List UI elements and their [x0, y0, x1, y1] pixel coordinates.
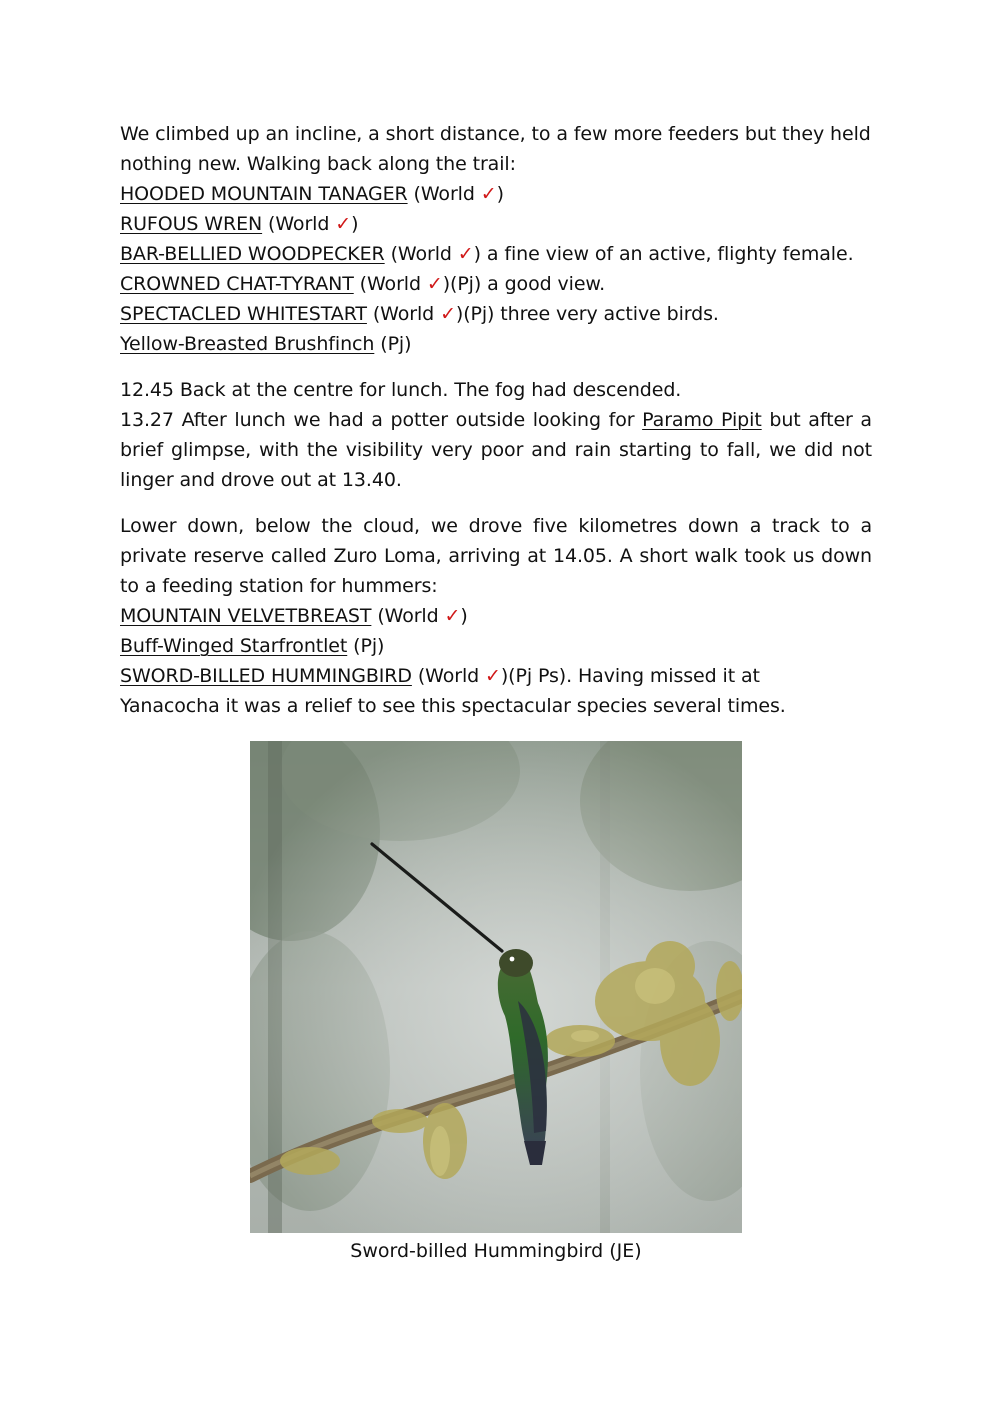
document-body — [120, 119, 872, 721]
species-name: CROWNED CHAT-TYRANT — [120, 273, 354, 295]
species-entry-continued: Yanacocha it was a relief to see this spectacular species several times. — [120, 695, 786, 717]
species-name: Yellow-Breasted Brushfinch — [120, 333, 375, 355]
species-name: Buff-Winged Starfrontlet — [120, 635, 348, 657]
intro-line-1: We climbed up an incline, a short distance, to a few more feeders but they held — [120, 123, 871, 145]
species-entry: Buff-Winged Starfrontlet (Pj) — [120, 635, 385, 657]
species-entry: CROWNED CHAT-TYRANT (World ✓)(Pj) a good view. — [120, 273, 606, 295]
species-name: MOUNTAIN VELVETBREAST — [120, 605, 372, 627]
checkmark-icon: ✓ — [335, 213, 352, 235]
species-name: RUFOUS WREN — [120, 213, 263, 235]
species-entry: SWORD-BILLED HUMMINGBIRD (World ✓)(Pj Ps). Having missed it at — [120, 665, 760, 687]
species-entry: HOODED MOUNTAIN TANAGER (World ✓) — [120, 183, 504, 205]
hummingbird-photo — [250, 741, 742, 1233]
species-name: BAR-BELLIED WOODPECKER — [120, 243, 385, 265]
species-entry: BAR-BELLIED WOODPECKER (World ✓) a fine view of an active, flighty female. — [120, 243, 854, 265]
checkmark-icon: ✓ — [485, 665, 501, 687]
checkmark-icon: ✓ — [444, 605, 461, 627]
checkmark-icon: ✓ — [426, 273, 443, 295]
species-name: SWORD-BILLED HUMMINGBIRD — [120, 665, 412, 687]
species-entry: SPECTACLED WHITESTART (World ✓)(Pj) three very active birds. — [120, 303, 719, 325]
species-name: HOODED MOUNTAIN TANAGER — [120, 183, 408, 205]
lunch-paragraph: 12.45 Back at the centre for lunch. The fog had descended. — [120, 379, 682, 401]
species-name: SPECTACLED WHITESTART — [120, 303, 367, 325]
after-lunch-paragraph: 13.27 After lunch we had a potter outside looking for Paramo Pipit but after a brief glimpse, with the visibility very poor and rain starting to fall, we did not linger and drove out at 13.40. — [120, 409, 872, 491]
species-entry: MOUNTAIN VELVETBREAST (World ✓) — [120, 605, 468, 627]
species-entry: Yellow-Breasted Brushfinch (Pj) — [120, 333, 412, 355]
species-name: Paramo Pipit — [642, 409, 762, 431]
checkmark-icon: ✓ — [457, 243, 474, 265]
checkmark-icon: ✓ — [440, 303, 456, 325]
species-entry: RUFOUS WREN (World ✓) — [120, 213, 359, 235]
intro-line-2: nothing new. Walking back along the trail: — [120, 153, 516, 175]
zuro-loma-paragraph: Lower down, below the cloud, we drove five kilometres down a track to a private reserve called Zuro Loma, arriving at 14.05. A short walk took us down to a feeding station for hummers: — [120, 515, 872, 597]
checkmark-icon: ✓ — [480, 183, 497, 205]
photo-caption: Sword-billed Hummingbird (JE) — [350, 1240, 642, 1262]
